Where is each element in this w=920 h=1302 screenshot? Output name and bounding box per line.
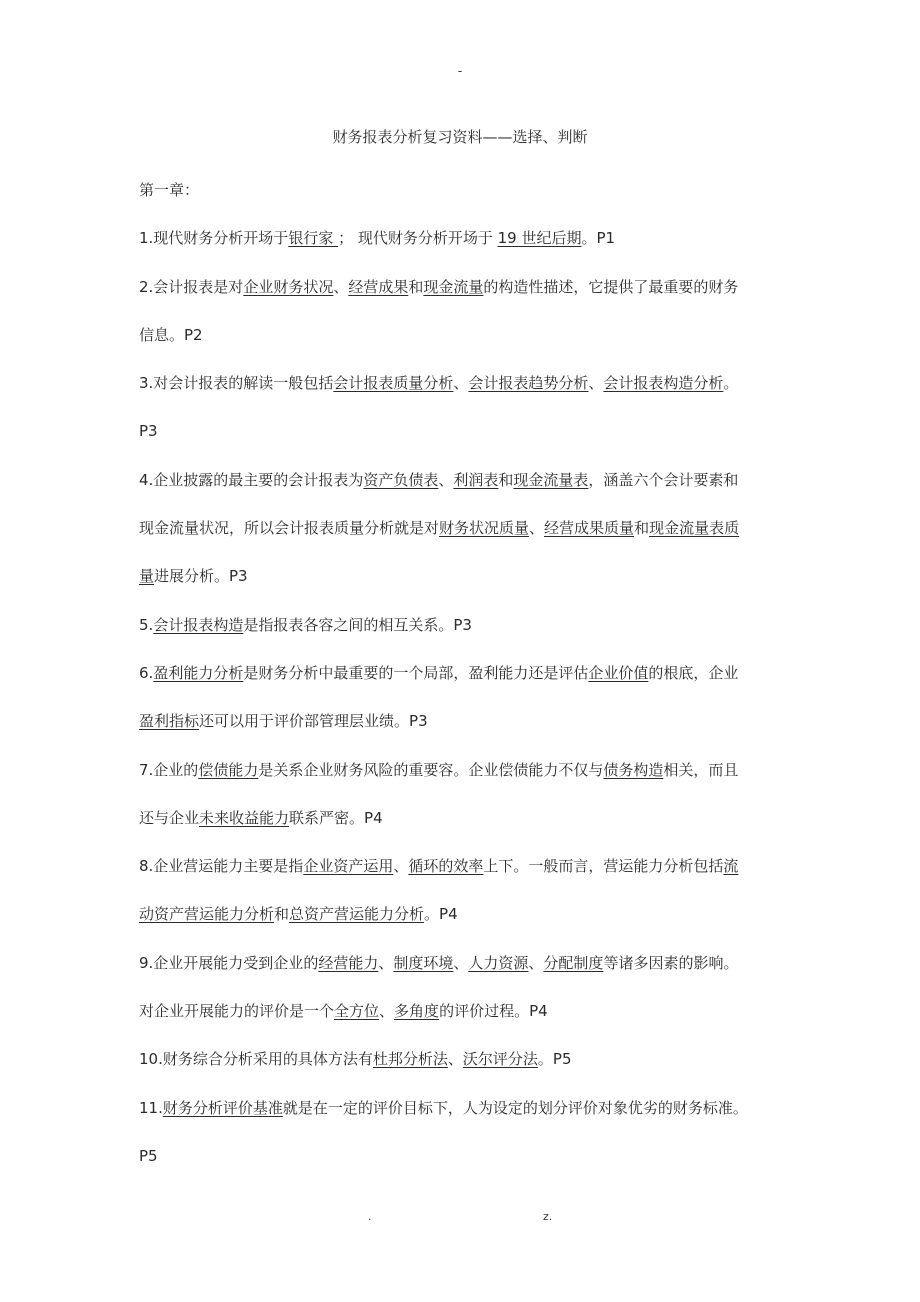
text-segment: 、 [393,857,409,876]
text-line [139,311,784,359]
text-line [139,794,784,842]
underlined-term: 杜邦分析法 [372,1050,448,1069]
text-segment: 、 [447,1050,463,1069]
text-segment: 是指报表各容之间的相互关系。P3 [243,615,472,634]
text-segment: 、 [438,470,454,489]
page-footer-left: . [368,1210,372,1223]
text-segment: 和 [408,277,424,296]
text-line [139,359,784,407]
underlined-term: 盈利能力分析 [153,663,244,682]
text-segment: 。P5 [537,1050,572,1069]
text-segment: 等诸多因素的影响。 [603,953,739,972]
text-segment: 3.对会计报表的解读一般包括 [139,374,334,393]
text-line [139,842,784,890]
underlined-term: 银行家 [288,229,339,248]
underlined-term: 财务状况质量 [439,519,530,538]
text-segment: 信息。P2 [139,325,203,344]
underlined-term: 分配制度 [543,953,604,972]
text-segment: 进展分析。P3 [154,567,248,586]
text-line [139,746,784,794]
text-segment: 上下。一般而言，营运能力分析包括 [483,857,724,876]
text-segment: 2.会计报表是对 [139,277,244,296]
underlined-term: 盈利指标 [139,712,200,731]
underlined-term: 经营成果 [348,277,409,296]
text-segment: ； 现代财务分析开场于 [338,229,498,248]
underlined-term: 人力资源 [468,953,529,972]
underlined-term: 现金流量 [423,277,484,296]
text-line [139,697,784,745]
underlined-term: 企业财务状况 [243,277,334,296]
text-segment: 9.企业开展能力受到企业的 [139,953,319,972]
text-segment: 是关系企业财务风险的重要容。企业偿债能力不仅与 [258,760,604,779]
underlined-term: 19 世纪后期 [497,229,582,248]
text-segment: 、 [453,374,469,393]
text-line [139,1084,784,1132]
underlined-term: 会计报表趋势分析 [468,374,589,393]
text-segment: 联系严密。P4 [289,808,383,827]
text-segment: 就是在一定的评价目标下，人为设定的划分评价对象优劣的财务标准。 [282,1098,748,1117]
text-segment: ，涵盖六个会计要素和 [588,470,739,489]
text-line [139,601,784,649]
underlined-term: 多角度 [394,1002,440,1021]
page-footer-right: z. [543,1210,553,1223]
underlined-term: 债务构造 [603,760,664,779]
text-segment: 、 [378,953,394,972]
text-segment: 的评价过程。P4 [439,1002,548,1021]
text-line [139,214,784,262]
text-segment: 4.企业披露的最主要的会计报表为 [139,470,364,489]
text-segment: 、 [588,374,604,393]
text-segment: 5. [139,615,154,634]
text-line [139,987,784,1035]
text-segment: P3 [139,422,158,441]
underlined-term: 偿债能力 [198,760,259,779]
text-line [139,504,784,552]
text-segment: 还与企业 [139,808,200,827]
text-segment: 对企业开展能力的评价是一个 [139,1002,335,1021]
text-segment: 和 [498,470,514,489]
text-segment: 8.企业营运能力主要是指 [139,857,304,876]
text-segment: P5 [139,1146,158,1165]
underlined-term: 财务分析评价基准 [162,1098,283,1117]
underlined-term: 沃尔评分法 [462,1050,538,1069]
text-line [139,552,784,600]
text-line [139,939,784,987]
text-segment: 是财务分析中最重要的一个局部，盈利能力还是评估 [243,663,589,682]
underlined-term: 现金流量表质 [649,519,740,538]
underlined-term: 量 [139,567,155,586]
page-header-mark: - [457,64,463,78]
text-line [139,407,784,455]
text-segment: 。P1 [581,229,616,248]
text-segment: 。 [723,374,739,393]
text-segment: 、 [529,519,545,538]
underlined-term: 制度环境 [393,953,454,972]
underlined-term: 会计报表构造 [153,615,244,634]
text-segment: 和 [274,905,290,924]
text-line [139,1132,784,1180]
text-segment: 的根底，企业 [648,663,739,682]
underlined-term: 经营成果质量 [544,519,635,538]
underlined-term: 企业价值 [588,663,649,682]
text-segment: 的构造性描述，它提供了最重要的财务 [483,277,739,296]
underlined-term: 流 [723,857,739,876]
text-segment: 、 [453,953,469,972]
underlined-term: 动资产营运能力分析 [139,905,275,924]
underlined-term: 总资产营运能力分析 [289,905,425,924]
page-title: 财务报表分析复习资料——选择、判断 [332,128,588,146]
underlined-term: 会计报表质量分析 [333,374,454,393]
underlined-term: 未来收益能力 [199,808,290,827]
document-body [139,166,784,1180]
text-line [139,890,784,938]
underlined-term: 全方位 [334,1002,380,1021]
text-segment: 相关，而且 [663,760,739,779]
underlined-term: 会计报表构造分析 [603,374,724,393]
text-segment: 和 [634,519,650,538]
text-line [139,456,784,504]
underlined-term: 企业资产运用 [303,857,394,876]
text-line [139,263,784,311]
underlined-term: 资产负债表 [363,470,439,489]
text-line [139,1035,784,1083]
chapter-heading: 第一章： [139,181,200,199]
text-segment: 6. [139,663,154,682]
text-segment: 、 [528,953,544,972]
text-segment: 7.企业的 [139,760,199,779]
underlined-term: 循环的效率 [408,857,484,876]
text-segment: 、 [333,277,349,296]
text-segment: 还可以用于评价部管理层业绩。P3 [199,712,428,731]
text-segment: 、 [379,1002,395,1021]
text-segment: 现金流量状况，所以会计报表质量分析就是对 [139,519,440,538]
underlined-term: 利润表 [453,470,499,489]
underlined-term: 现金流量表 [513,470,589,489]
underlined-term: 经营能力 [318,953,379,972]
text-segment: 。P4 [424,905,458,924]
text-segment: 11. [139,1098,163,1117]
text-line [139,649,784,697]
text-segment: 10.财务综合分析采用的具体方法有 [139,1050,373,1069]
text-segment: 1.现代财务分析开场于 [139,229,289,248]
